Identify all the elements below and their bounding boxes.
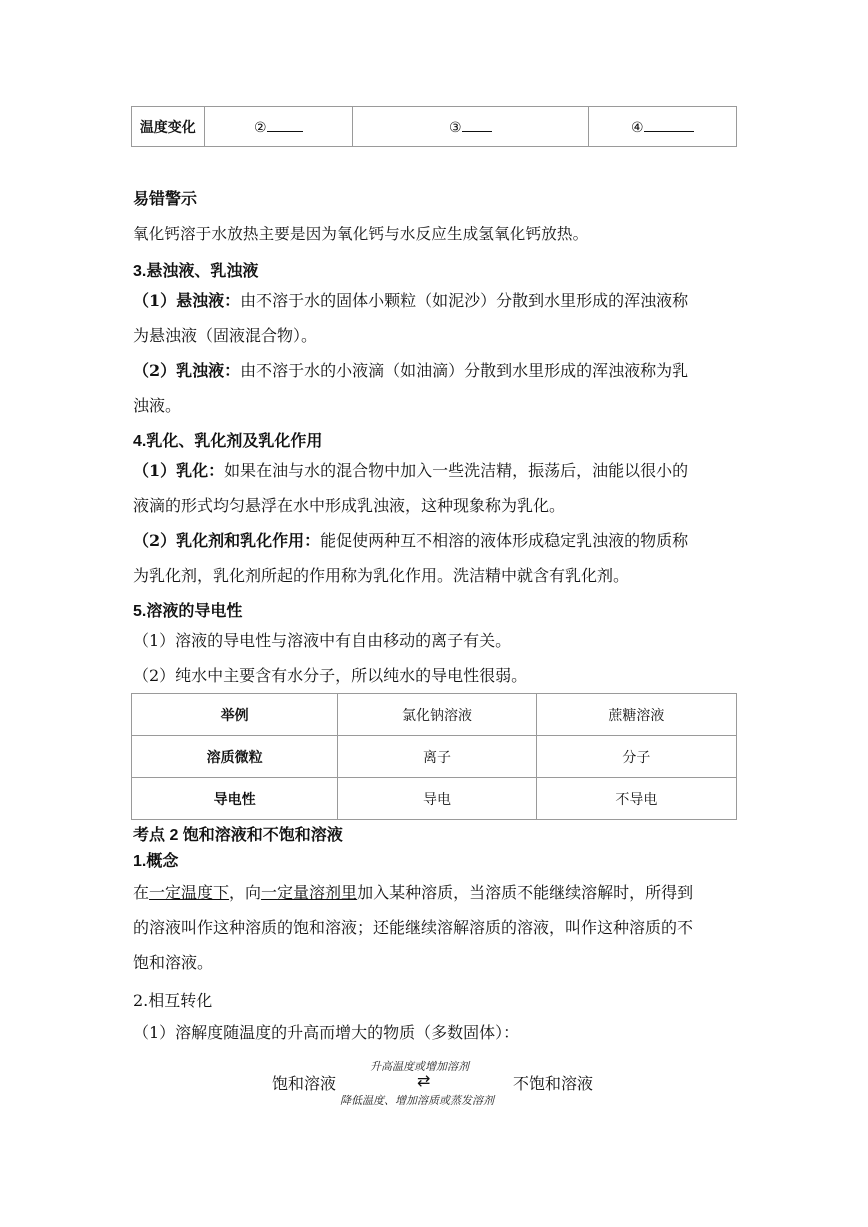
table-cell: 导电性 [132,778,338,820]
concept-paragraph: 在一定温度下，向一定量溶剂里加入某种溶质，当溶质不能继续溶解时，所得到 的溶液叫作这种溶质的饱和溶液；还能继续溶解溶质的溶液，叫作这种溶质的不 饱和溶液。 [133,883,694,972]
table-cell: 分子 [536,736,736,778]
underlined-term: 一定量溶剂里 [261,883,358,902]
arrow-label-above: 升高温度或增加溶剂 [370,1060,469,1073]
saturated-solution: 饱和溶液 [272,1074,337,1093]
temperature-table [131,106,737,147]
sec4-para1: （1）乳化：如果在油与水的混合物中加入一些洗洁精，振荡后，油能以很小的 液滴的形式均匀悬浮在水中形成乳浊液，这种现象称为乳化。 [133,461,689,515]
warning-text: 氧化钙溶于水放热主要是因为氧化钙与水反应生成氢氧化钙放热。 [133,225,589,243]
section5-title: 5.溶液的导电性 [133,603,243,620]
sec3-para2: （2）乳浊液：由不溶于水的小液滴（如油滴）分散到水里形成的浑浊液称为乳 浊液。 [133,361,689,415]
table-row [132,694,737,736]
fill-blank [644,117,694,132]
conversion-para1: （1）溶解度随温度的升高而增大的物质（多数固体）： [133,1023,520,1042]
table-cell: 举例 [132,694,338,736]
concept-title: 1.概念 [133,853,179,870]
warning-title: 易错警示 [133,191,198,208]
table-row [132,107,737,147]
table-cell: 不导电 [536,778,736,820]
table-row [132,736,737,778]
table-cell: 溶质微粒 [132,736,338,778]
table-cell: 导电 [338,778,536,820]
kaodian2-title: 考点 2 饱和溶液和不饱和溶液 [133,827,343,844]
sec3-para1: （1）悬浊液：由不溶于水的固体小颗粒（如泥沙）分散到水里形成的浑浊液称 为悬浊液（固液混合物）。 [133,291,689,345]
underlined-term: 一定温度下 [149,883,230,902]
conductivity-table [131,693,737,820]
sec5-para1: （1）溶液的导电性与溶液中有自由移动的离子有关。 [133,631,512,650]
arrow-label-below: 降低温度、增加溶质或蒸发溶剂 [340,1094,494,1107]
blank-3: ③ [352,107,588,147]
blank-2: ② [204,107,352,147]
table-cell: 离子 [338,736,536,778]
conversion-title: 2.相互转化 [133,991,213,1010]
blank-4: ④ [588,107,736,147]
section3-title: 3.悬浊液、乳浊液 [133,263,259,280]
table-cell: 氯化钠溶液 [338,694,536,736]
unsaturated-solution: 不饱和溶液 [513,1074,594,1093]
temp-label: 温度变化 [132,107,205,147]
table-row [132,778,737,820]
sec4-para2: （2）乳化剂和乳化作用：能促使两种互不相溶的液体形成稳定乳浊液的物质称 为乳化剂，乳化剂所起的作用称为乳化作用。洗洁精中就含有乳化剂。 [133,531,689,585]
reversible-arrow-icon: ⇄ [417,1071,431,1090]
fill-blank [462,117,492,132]
sec5-para2: （2）纯水中主要含有水分子，所以纯水的导电性很弱。 [133,666,528,685]
table-cell: 蔗糖溶液 [536,694,736,736]
section4-title: 4.乳化、乳化剂及乳化作用 [133,433,323,450]
fill-blank [267,117,303,132]
